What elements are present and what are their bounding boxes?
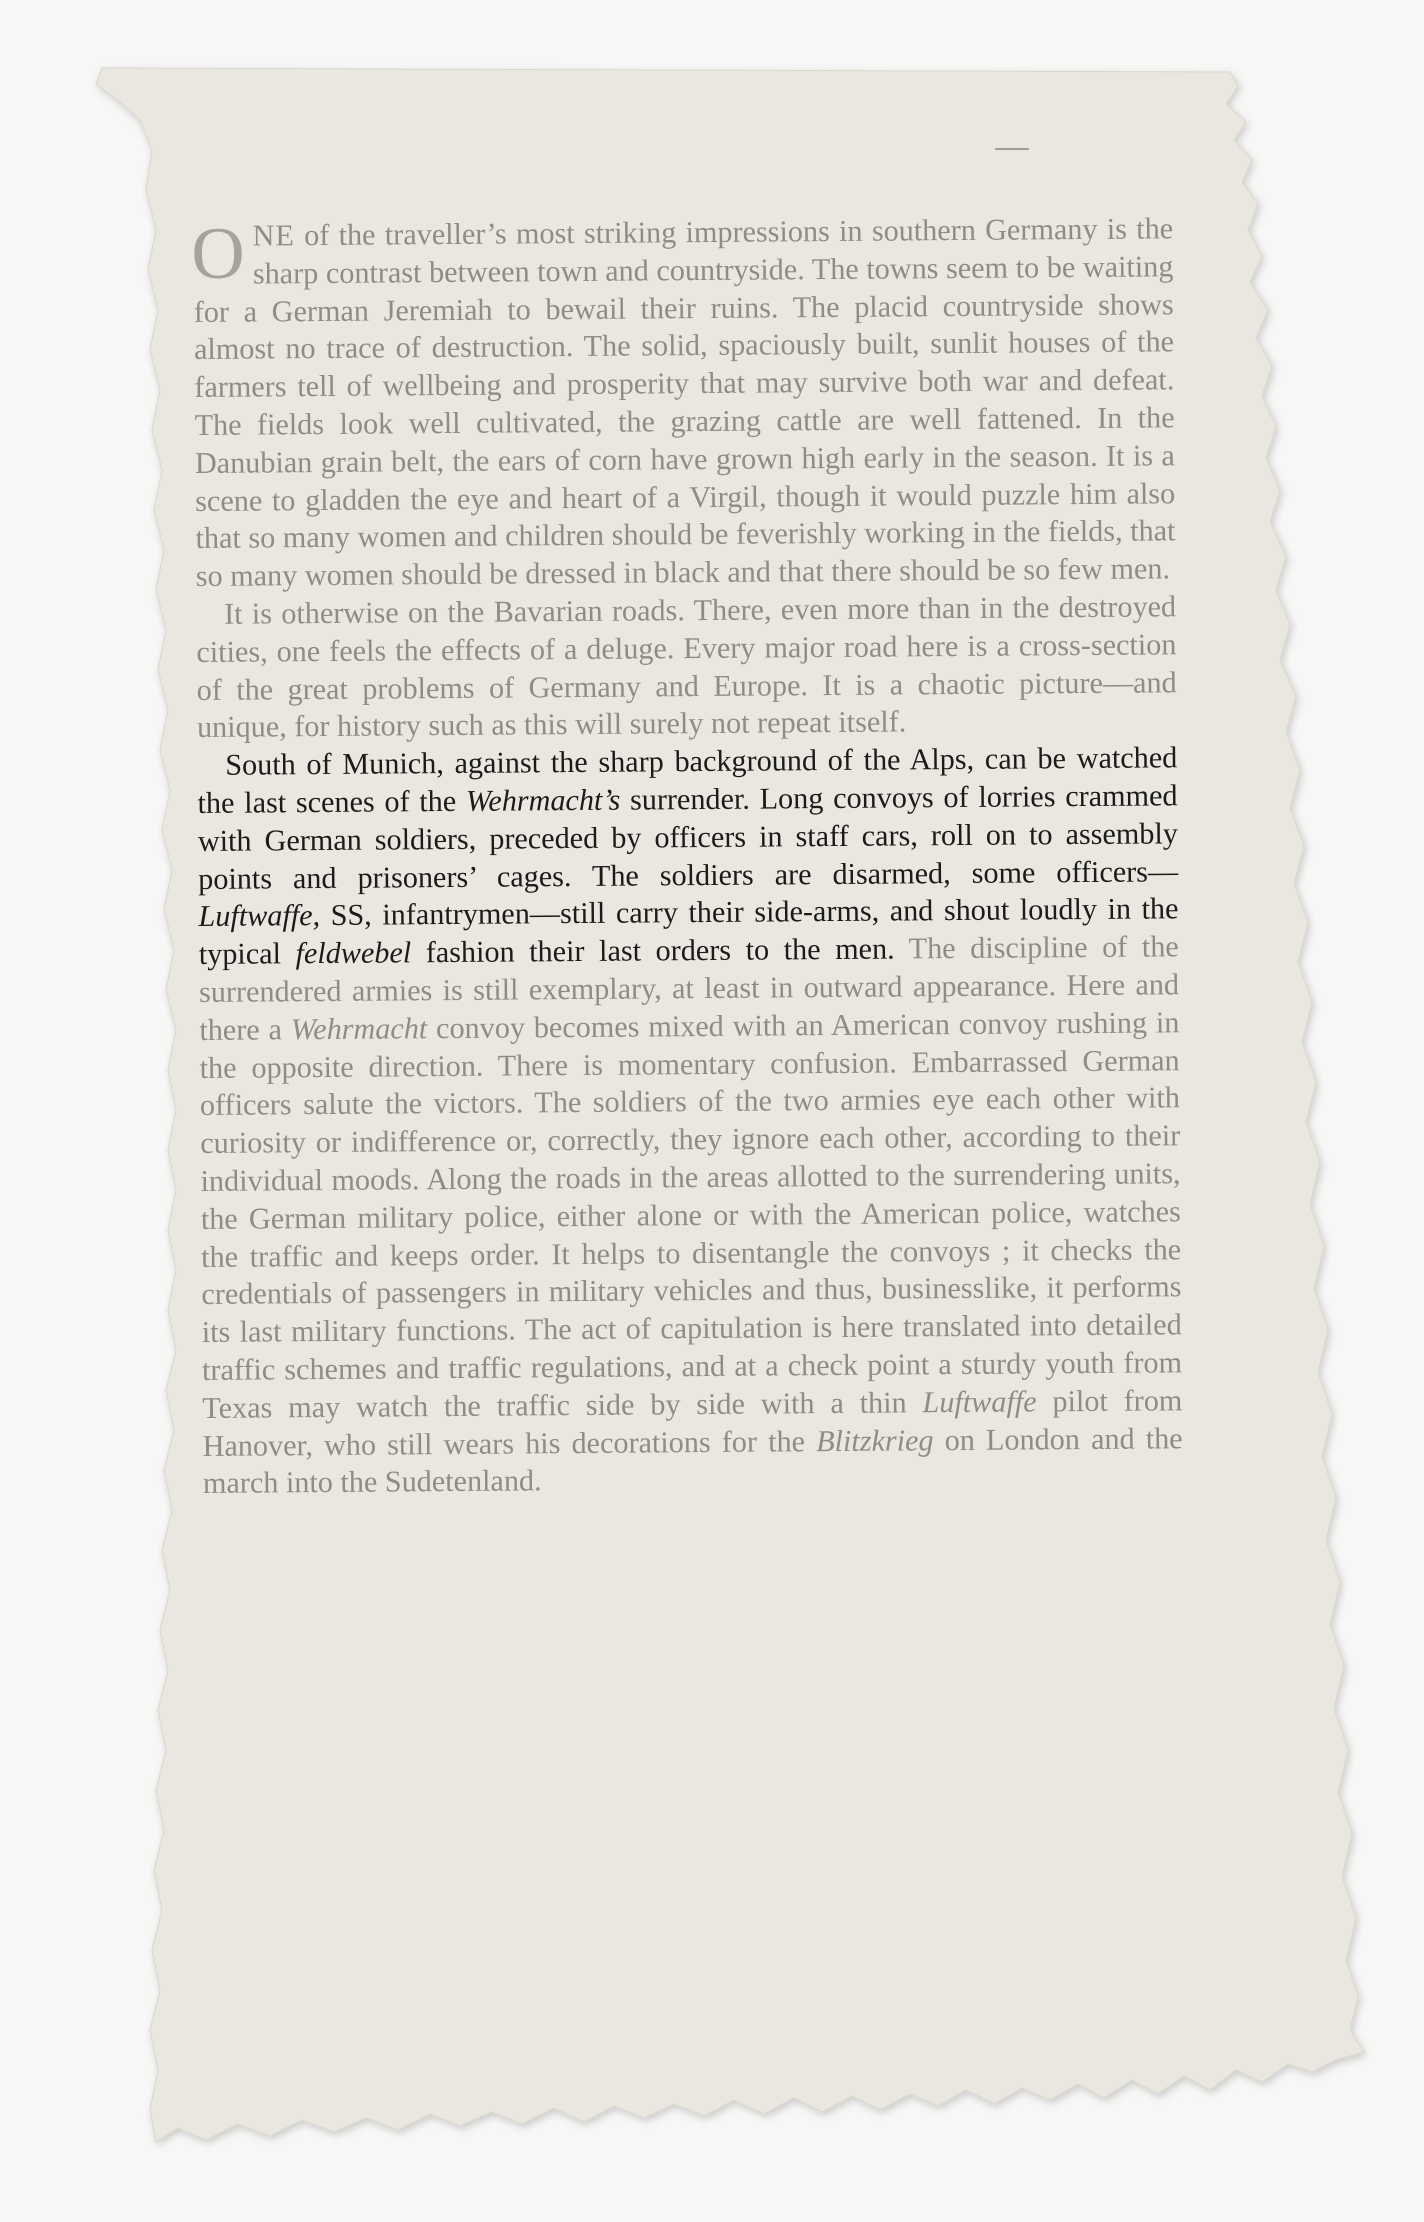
paragraph-2-text: It is otherwise on the Bavarian roads. There, even more than in the destroyed cities, one feels the effects of a deluge. Every major road here is a cross-section of the great problems of Germany and Europe. It is a chaotic picture—and unique, for history such as this will surely not repeat itself. bbox=[196, 589, 1177, 745]
stray-mark bbox=[995, 148, 1029, 150]
paragraph-3-dark-italic-f: feldwebel bbox=[295, 935, 412, 971]
drop-cap: O bbox=[190, 212, 246, 296]
paragraph-3-faded-italic-d: Luftwaffe bbox=[922, 1384, 1037, 1420]
paragraph-1 bbox=[190, 210, 1176, 596]
paragraph-3-faded-text-a: The discipline of the surrendered armies is still exemplary, at least in outward appearance. Here and there a bbox=[198, 929, 1180, 1047]
paragraph-3-dark-italic-d: Luftwaffe, bbox=[198, 898, 321, 934]
paragraph-3-faded-italic-f: Blitzkrieg bbox=[816, 1422, 934, 1458]
paragraph-3-dark-text-g: fashion their last orders to the men. bbox=[411, 931, 895, 970]
opening-small-caps: NE bbox=[252, 218, 295, 253]
paragraph-3-faded-italic-b: Wehrmacht bbox=[290, 1010, 428, 1046]
paragraph-3-dark-text-c: surrender. Long convoys of lorries crammed with German soldiers, preceded by officers in staff cars, roll on to assembly points and prisoners’ cages. The soldiers are disarmed, some officers— bbox=[197, 778, 1179, 896]
paragraph-3 bbox=[197, 739, 1183, 1503]
paragraph-3-faded-text-g: on London and the march into the Sudetenland. bbox=[202, 1420, 1183, 1501]
article-body bbox=[190, 210, 1183, 1503]
paragraph-3-dark-text-e: SS, infantrymen—still carry their side-arms, and shout loudly in the typical bbox=[198, 891, 1179, 972]
paragraph-1-text: of the traveller’s most striking impressions in southern Germany is the sharp contrast between town and countryside. The towns seem to be waiting for a German Jeremiah to bewail their ruins. The placid countryside shows almost no trace of destruction. The solid, spaciously built, sunlit houses of the farmers tell of wellbeing and prosperity that may survive both war and defeat. The fields look well cultivated, the grazing cattle are well fattened. In the Danubian grain belt, the ears of corn have grown high early in the season. It is a scene to gladden the eye and heart of a Virgil, though it would puzzle him also that so many women and children should be feverishly working in the fields, that so many women should be dressed in black and that there should be so few men. bbox=[193, 211, 1176, 594]
paragraph-2 bbox=[196, 588, 1177, 747]
paragraph-3-faded-text-c: convoy becomes mixed with an American convoy rushing in the opposite direction. There is momentary confusion. Embarrassed German officers salute the victors. The soldiers of the two armies eye each other with curiosity or indifference or, correctly, they ignore each other, according to their individual moods. Along the roads in the areas allotted to the surrendering units, the German military police, either alone or with the American police, watches the traffic and keeps order. It helps to disentangle the convoys ; it checks the credentials of passengers in military vehicles and thus, businesslike, it performs its last military functions. The act of capitulation is here translated into detailed traffic schemes and traffic regulations, and at a check point a sturdy youth from Texas may watch the traffic side by side with a thin bbox=[199, 1005, 1183, 1425]
paragraph-3-faded-text-e: pilot from Hanover, who still wears his decorations for the bbox=[202, 1382, 1183, 1463]
paragraph-3-dark-text-a: South of Munich, against the sharp background of the Alps, can be watched the last scenes of the bbox=[197, 740, 1178, 820]
paragraph-3-dark-italic-b: Wehrmacht’s bbox=[465, 782, 621, 818]
